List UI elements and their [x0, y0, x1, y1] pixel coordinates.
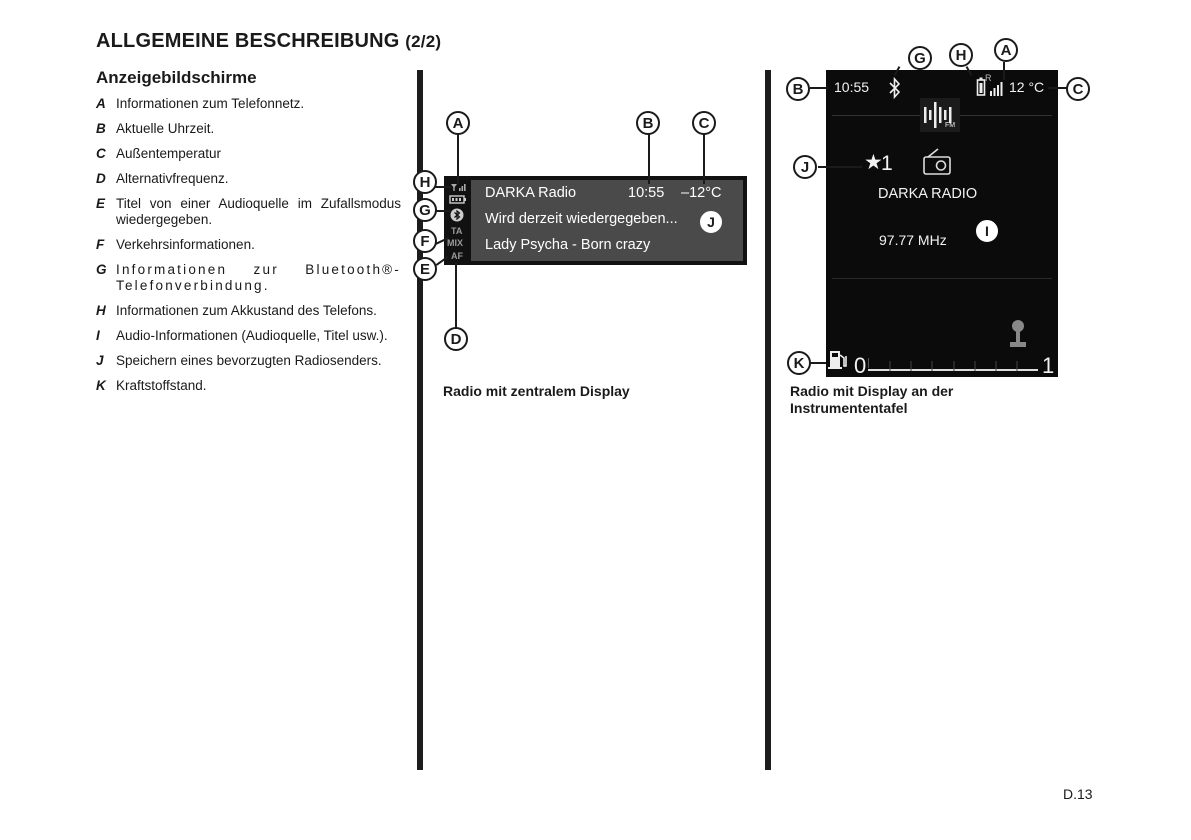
callout-line: [648, 134, 650, 184]
callout-h: H: [413, 170, 437, 194]
legend-item: C Außentemperatur: [96, 146, 222, 161]
legend-item: G Informationen zur Bluetooth®-Telefonverbindung.: [96, 262, 401, 293]
callout-line: [1003, 62, 1005, 80]
callout-i: I: [976, 220, 998, 242]
central-display-caption: Radio mit zentralem Display: [443, 383, 630, 399]
column-divider-right: [765, 70, 771, 770]
callout-line: [457, 134, 459, 184]
legend-item: D Alternativfrequenz.: [96, 171, 229, 186]
callout-line: [810, 87, 828, 89]
callout-f: F: [413, 229, 437, 253]
fm-label: FM: [945, 122, 956, 129]
callout-a: A: [994, 38, 1018, 62]
callout-line: [703, 134, 705, 184]
callout-c: C: [1066, 77, 1090, 101]
mix-indicator: MIX: [447, 238, 464, 248]
page-number: D.13: [1063, 786, 1093, 802]
radio-icon: [922, 148, 952, 176]
temperature-readout: –12°C: [681, 185, 722, 201]
callout-a: A: [446, 111, 470, 135]
callout-line: [435, 210, 451, 212]
callout-k: K: [787, 351, 811, 375]
callout-c: C: [692, 111, 716, 135]
legend-item: J Speichern eines bevorzugten Radiosenders.: [96, 353, 382, 368]
preset-number: 1: [881, 152, 893, 175]
cluster-station-name: DARKA RADIO: [878, 186, 978, 202]
callout-d: D: [444, 327, 468, 351]
page-title-suffix: (2/2): [405, 32, 442, 51]
legend-item: E Titel von einer Audioquelle im Zufallsmodus wiedergegeben.: [96, 196, 401, 227]
callout-line: [818, 166, 862, 168]
playback-status: Wird derzeit wiedergegeben...: [485, 211, 678, 227]
callout-b: B: [786, 77, 810, 101]
roaming-indicator: R: [985, 73, 992, 83]
callout-line: [455, 262, 457, 328]
clock-readout: 10:55: [628, 185, 665, 201]
callout-line: [810, 362, 826, 364]
fuel-min-label: 0: [854, 353, 867, 378]
page-title: ALLGEMEINE BESCHREIBUNG (2/2): [96, 30, 442, 52]
fuel-max-label: 1: [1042, 353, 1055, 378]
legend-item: I Audio-Informationen (Audioquelle, Titel usw.).: [96, 328, 388, 343]
callout-g: G: [413, 198, 437, 222]
callout-h: H: [949, 43, 973, 67]
gear-shift-icon: [1006, 320, 1030, 350]
bluetooth-icon: [450, 208, 464, 222]
legend-item: H Informationen zum Akkustand des Telefons.: [96, 303, 377, 318]
af-indicator: AF: [451, 251, 463, 261]
section-title: Anzeigebildschirme: [96, 68, 257, 87]
fm-source-icon: [920, 98, 960, 132]
callout-j: J: [793, 155, 817, 179]
cluster-clock: 10:55: [834, 79, 870, 95]
frequency-readout: 97.77 MHz: [879, 232, 947, 248]
callout-e: E: [413, 257, 437, 281]
fuel-pump-icon: [826, 346, 850, 372]
favorite-star-icon: ★: [864, 151, 883, 174]
bluetooth-icon: [888, 76, 902, 100]
legend-item: A Informationen zum Telefonnetz.: [96, 96, 305, 111]
legend-item: K Kraftstoffstand.: [96, 378, 207, 393]
callout-line: [435, 186, 451, 188]
cluster-temperature: 12 °C: [1009, 79, 1045, 95]
cluster-display-caption: Radio mit Display an der Instrumententafel: [790, 383, 954, 416]
station-name: DARKA Radio: [485, 185, 577, 201]
track-title: Lady Psycha - Born crazy: [485, 237, 651, 253]
callout-g: G: [908, 46, 932, 70]
divider: [832, 278, 1052, 279]
legend-item: B Aktuelle Uhrzeit.: [96, 121, 215, 136]
callout-b: B: [636, 111, 660, 135]
ta-indicator: TA: [451, 226, 463, 236]
legend-list: [96, 96, 401, 403]
callout-j: J: [700, 211, 722, 233]
signal-battery-icon: [449, 182, 467, 206]
callout-line: [1048, 87, 1068, 89]
cluster-display: [826, 70, 1058, 377]
legend-item: F Verkehrsinformationen.: [96, 237, 255, 252]
fuel-gauge-ticks: [868, 358, 1039, 368]
